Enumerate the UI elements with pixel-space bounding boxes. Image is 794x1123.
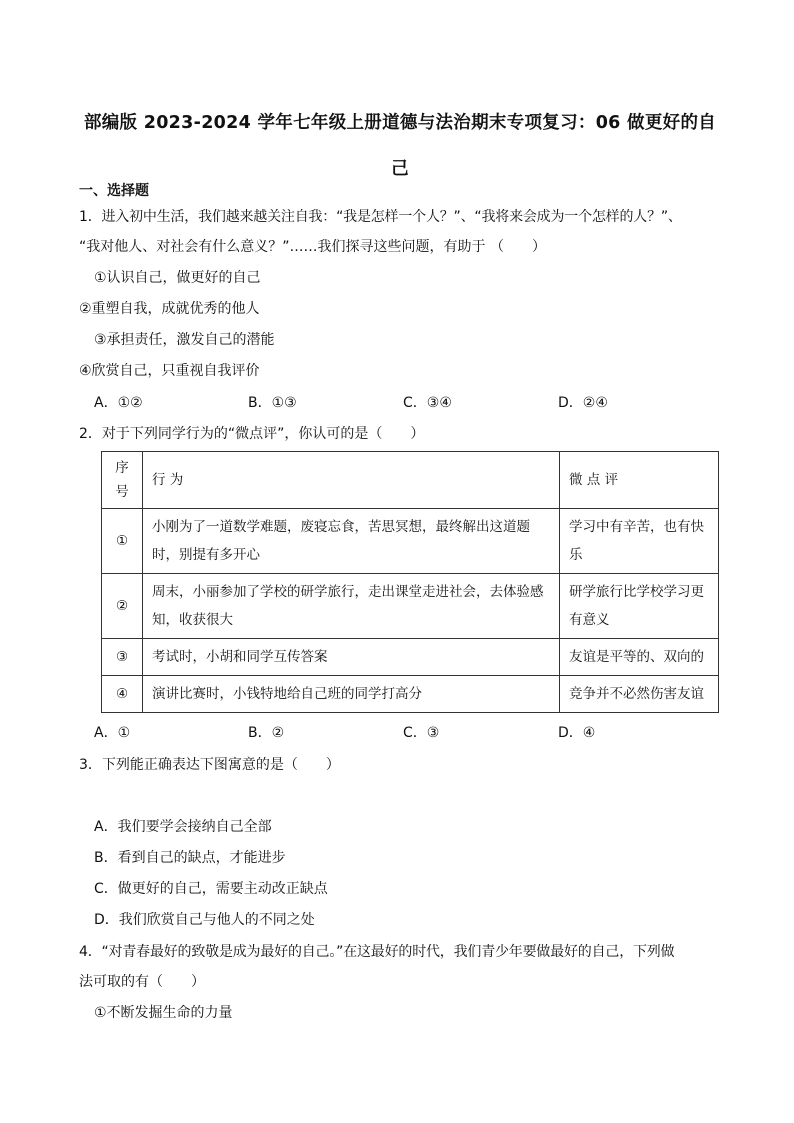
row-action: 考试时，小胡和同学互传答案	[143, 639, 560, 676]
q2-option-d: D．④	[558, 725, 596, 741]
q3-option-a: A．我们要学会接纳自己全部	[94, 819, 272, 835]
row-num: ④	[102, 676, 143, 713]
table-header-row	[102, 452, 719, 509]
section-heading: 一、选择题	[79, 183, 149, 199]
row-comment: 研学旅行比学校学习更有意义	[560, 574, 719, 639]
row-comment: 友谊是平等的、双向的	[560, 639, 719, 676]
q1-item-4: ④欣赏自己，只重视自我评价	[79, 363, 260, 379]
row-num: ②	[102, 574, 143, 639]
header-comment: 微 点 评	[560, 452, 719, 509]
q2-option-c: C．③	[403, 725, 440, 741]
header-action: 行 为	[143, 452, 560, 509]
document-title: 部编版 2023-2024 学年七年级上册道德与法治期末专项复习：06 做更好的自己	[83, 113, 717, 179]
q1-option-c: C．③④	[403, 395, 452, 411]
q2-option-a: A．①	[94, 725, 131, 741]
q1-item-3: ③承担责任，激发自己的潜能	[94, 332, 275, 348]
q2-table	[101, 451, 719, 713]
q4-item-1: ①不断发掘生命的力量	[94, 1005, 233, 1021]
row-num: ①	[102, 509, 143, 574]
q3-option-b: B．看到自己的缺点，才能进步	[94, 850, 286, 866]
q2-stem: 2．对于下列同学行为的“微点评”，你认可的是（ ）	[79, 426, 425, 442]
q1-stem-line2: “我对他人、对社会有什么意义？”……我们探寻这些问题，有助于 （ ）	[79, 239, 546, 255]
row-action: 周末，小丽参加了学校的研学旅行，走出课堂走进社会，去体验感知，收获很大	[143, 574, 560, 639]
table-row	[102, 676, 719, 713]
q3-option-d: D．我们欣赏自己与他人的不同之处	[94, 912, 315, 928]
q4-stem-line1: 4．“对青春最好的致敬是成为最好的自己。”在这最好的时代，我们青少年要做最好的自己，下列做	[79, 944, 675, 960]
q3-stem: 3．下列能正确表达下图寓意的是（ ）	[79, 757, 340, 773]
header-num: 序号	[102, 452, 143, 509]
q1-option-b: B．①③	[248, 395, 297, 411]
q2-option-b: B．②	[248, 725, 285, 741]
q4-stem-line2: 法可取的有（ ）	[79, 974, 205, 990]
table-row	[102, 639, 719, 676]
row-num: ③	[102, 639, 143, 676]
q1-option-a: A．①②	[94, 395, 143, 411]
row-action: 小刚为了一道数学难题，废寝忘食，苦思冥想，最终解出这道题时，别提有多开心	[143, 509, 560, 574]
q1-stem-line1: 1．进入初中生活，我们越来越关注自我：“我是怎样一个人？”、“我将来会成为一个怎样的人？”、	[79, 209, 682, 225]
q3-option-c: C．做更好的自己，需要主动改正缺点	[94, 881, 328, 897]
q1-item-2: ②重塑自我，成就优秀的他人	[79, 301, 260, 317]
table-row	[102, 509, 719, 574]
q1-option-d: D．②④	[558, 395, 608, 411]
row-comment: 学习中有辛苦，也有快乐	[560, 509, 719, 574]
table-row	[102, 574, 719, 639]
row-comment: 竞争并不必然伤害友谊	[560, 676, 719, 713]
q1-item-1: ①认识自己，做更好的自己	[94, 270, 261, 286]
row-action: 演讲比赛时，小钱特地给自己班的同学打高分	[143, 676, 560, 713]
